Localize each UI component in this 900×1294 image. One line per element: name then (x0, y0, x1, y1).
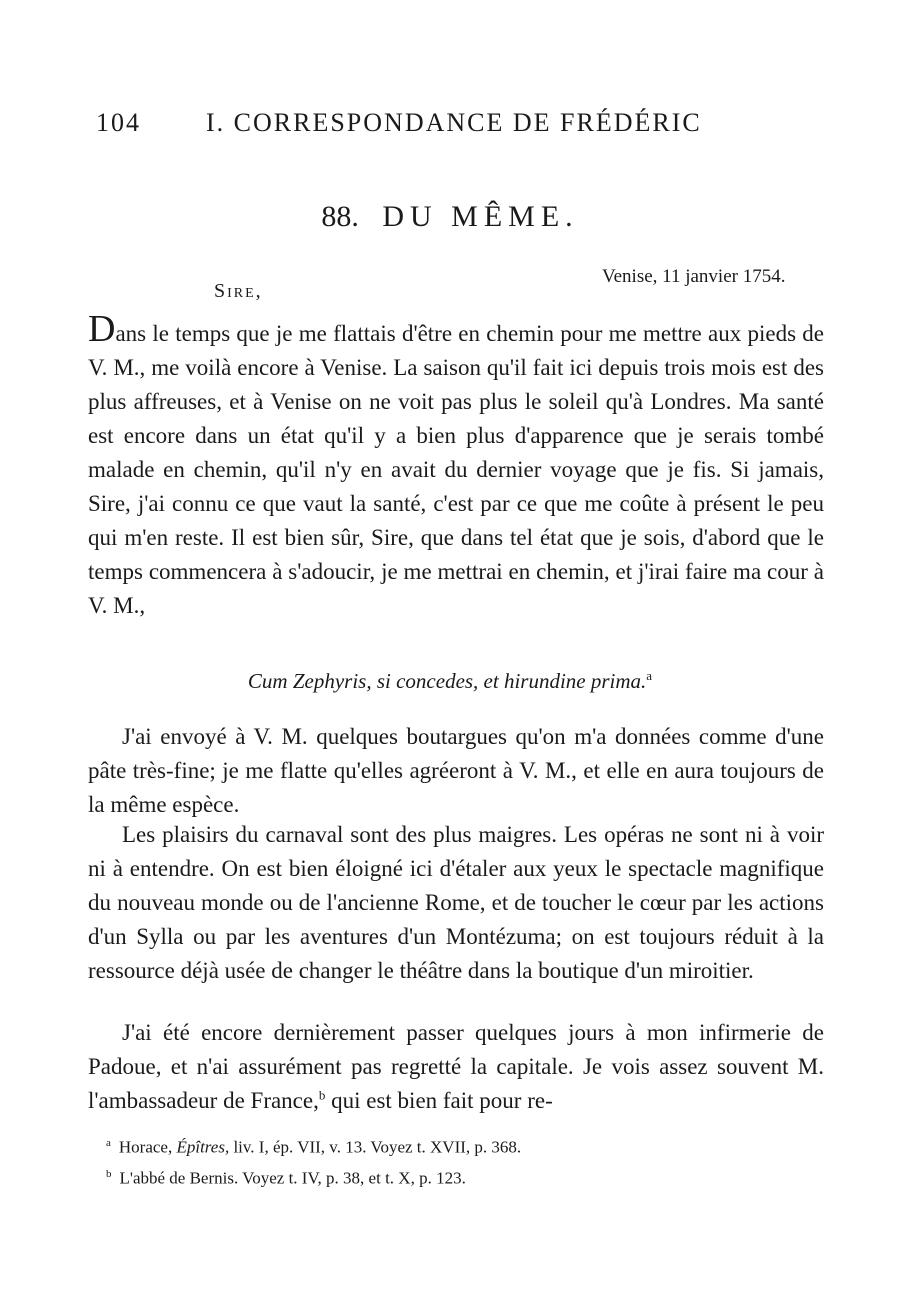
latin-quote (0, 668, 900, 694)
footnote-mark: a (106, 1137, 111, 1149)
footnote-mark: b (106, 1167, 112, 1180)
paragraph-4-text-a: J'ai été encore dernièrement passer quelques jours à mon infirmerie de Padoue, et n'ai assurément pas regretté la capitale. Je vois assez souvent M. l'ambassadeur de France, (88, 1020, 824, 1113)
quote-footnote-mark: a (646, 668, 653, 683)
quote-text: Cum Zephyris, si concedes, et hirundine prima. (247, 669, 647, 693)
paragraph-4 (88, 1016, 824, 1118)
footnote-text: liv. I, ép. VII, v. 13. Voyez t. XVII, p. 368. (229, 1137, 522, 1157)
footnote-text: L'abbé de Bernis. Voyez t. IV, p. 38, et t. X, p. 123. (119, 1168, 466, 1188)
running-title: I. CORRESPONDANCE DE FRÉDÉRIC (206, 108, 702, 137)
page-number: 104 (96, 108, 141, 137)
paragraph-2: J'ai envoyé à V. M. quelques boutargues qu'on m'a données comme d'une pâte très-fine; je me flatte qu'elles agréeront à V. M., et elle en aura toujours de la même espèce. (88, 724, 824, 817)
drop-cap: D (88, 308, 116, 350)
letter-number: 88. (321, 200, 359, 233)
letter-heading (0, 200, 900, 234)
paragraph-3: Les plaisirs du carnaval sont des plus maigres. Les opéras ne sont ni à voir ni à entendre. On est bien éloigné ici d'étaler aux yeux le spectacle magnifique du nouveau monde ou de l'ancienne Rome, et de toucher le cœur par les actions d'un Sylla ou par les aventures d'un Montézuma; on est toujours réduit à la ressource déjà usée de changer le théâtre dans la boutique d'un miroitier. (88, 822, 824, 983)
footnotes (106, 1130, 806, 1191)
paragraph-1-text: ans le temps que je me flattais d'être en chemin pour me mettre aux pieds de V. M., me voilà encore à Venise. La saison qu'il fait ici depuis trois mois est des plus affreuses, et à Venise on ne voit pas plus le soleil qu'à Londres. Ma santé est encore dans un état qu'il y a bien plus d'apparence que je serais tombé malade en chemin, qu'il n'y en avait du dernier voyage que je fis. Si jamais, Sire, j'ai connu ce que vaut la santé, c'est par ce que me coûte à présent le peu qui m'en reste. Il est bien sûr, Sire, que dans tel état que je sois, d'abord que le temps commencera à s'adoucir, je me mettrai en chemin, et j'irai faire ma cour à V. M., (88, 321, 824, 618)
footnote-italic: Épîtres, (176, 1137, 230, 1157)
running-header (96, 108, 736, 148)
letter-date: Venise, 11 janvier 1754. (602, 266, 786, 287)
footnote-text: Horace, (118, 1137, 177, 1157)
paragraph-1 (88, 308, 824, 623)
salutation: Sire, (214, 280, 263, 302)
footnote-a (106, 1130, 806, 1161)
paragraph-4-text-b: qui est bien fait pour re- (325, 1088, 553, 1113)
footnote-b (106, 1161, 806, 1192)
letter-title: DU MÊME. (382, 200, 579, 233)
paragraph-4-footnote-mark: b (318, 1087, 326, 1103)
